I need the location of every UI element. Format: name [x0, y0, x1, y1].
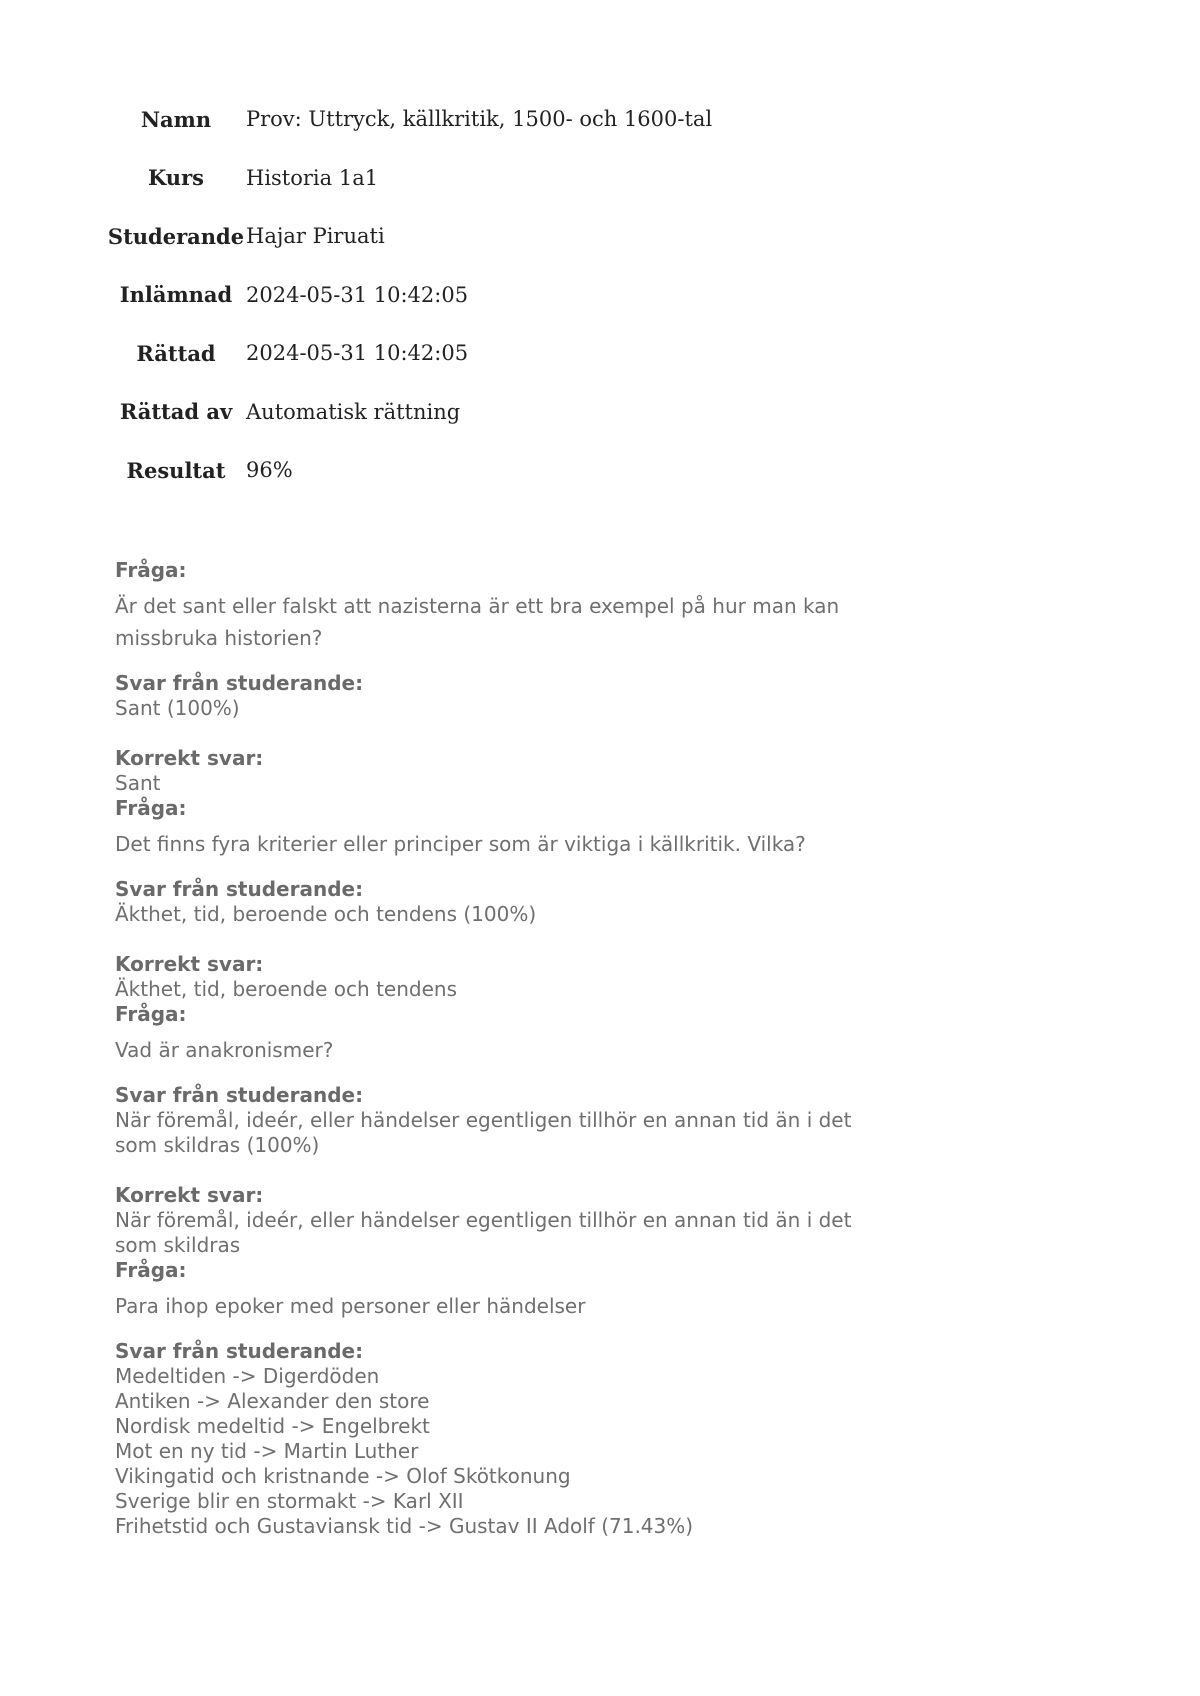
question-block — [115, 1002, 935, 1258]
meta-value: Hajar Piruati — [246, 224, 385, 249]
student-answer — [115, 1364, 935, 1539]
student-answer-label: Svar från studerande: — [115, 671, 364, 695]
question-label: Fråga: — [115, 558, 187, 582]
student-answer-label: Svar från studerande: — [115, 1339, 364, 1363]
meta-value: 96% — [246, 458, 293, 483]
meta-value: 2024-05-31 10:42:05 — [246, 282, 469, 307]
correct-line: När föremål, ideér, eller händelser egentligen tillhör en annan tid än i det — [115, 1208, 852, 1232]
question-block — [115, 796, 935, 1002]
student-answer — [115, 696, 935, 721]
correct-line: Äkthet, tid, beroende och tendens — [115, 977, 457, 1001]
question-text: Vad är anakronismer? — [115, 1038, 334, 1062]
meta-row-graded — [114, 324, 712, 383]
meta-value: 2024-05-31 10:42:05 — [246, 341, 469, 366]
answer-line: Sverige blir en stormakt -> Karl XII — [115, 1489, 464, 1513]
answer-line: Mot en ny tid -> Martin Luther — [115, 1439, 419, 1463]
meta-label: Inlämnad — [119, 282, 233, 308]
answer-line: Vikingatid och kristnande -> Olof Skötkonung — [115, 1464, 571, 1488]
meta-value: Historia 1a1 — [246, 165, 379, 190]
correct-answer-label: Korrekt svar: — [115, 1183, 264, 1207]
correct-answer — [115, 1208, 935, 1258]
correct-answer-label: Korrekt svar: — [115, 952, 264, 976]
student-answer-label: Svar från studerande: — [115, 877, 364, 901]
question-block — [115, 558, 935, 796]
question-block — [115, 1258, 935, 1539]
meta-row-submitted — [114, 266, 712, 325]
student-answer-label: Svar från studerande: — [115, 1083, 364, 1107]
question-list — [115, 558, 935, 1539]
meta-row-graded-by — [114, 383, 712, 442]
answer-line: Sant (100%) — [115, 696, 240, 720]
correct-answer-label: Korrekt svar: — [115, 746, 264, 770]
answer-line: Nordisk medeltid -> Engelbrekt — [115, 1414, 430, 1438]
answer-line: som skildras (100%) — [115, 1133, 320, 1157]
meta-label: Rättad — [136, 340, 216, 366]
meta-label: Rättad av — [119, 399, 233, 425]
question-text: Para ihop epoker med personer eller händelser — [115, 1294, 586, 1318]
correct-line: Sant — [115, 771, 161, 795]
exam-metadata-table — [107, 90, 713, 500]
correct-answer — [115, 771, 935, 796]
answer-line: När föremål, ideér, eller händelser egentligen tillhör en annan tid än i det — [115, 1108, 852, 1132]
meta-row-course — [114, 149, 712, 208]
question-text: Är det sant eller falskt att nazisterna är ett bra exempel på hur man kan missbruka historien? — [115, 594, 840, 650]
meta-label: Kurs — [148, 165, 204, 191]
meta-row-result — [114, 441, 712, 500]
meta-label: Resultat — [126, 457, 226, 483]
question-label: Fråga: — [115, 1258, 187, 1282]
answer-line: Antiken -> Alexander den store — [115, 1389, 430, 1413]
meta-value: Prov: Uttryck, källkritik, 1500- och 1600-tal — [246, 107, 713, 132]
meta-label: Namn — [140, 106, 212, 132]
meta-label: Studerande — [107, 223, 245, 249]
answer-line: Äkthet, tid, beroende och tendens (100%) — [115, 902, 537, 926]
correct-line: som skildras — [115, 1233, 241, 1257]
meta-row-name — [114, 90, 712, 149]
correct-answer — [115, 977, 935, 1002]
question-label: Fråga: — [115, 1002, 187, 1026]
answer-line: Medeltiden -> Digerdöden — [115, 1364, 380, 1388]
student-answer — [115, 902, 935, 927]
question-text: Det finns fyra kriterier eller principer som är viktiga i källkritik. Vilka? — [115, 832, 806, 856]
answer-line: Frihetstid och Gustaviansk tid -> Gustav II Adolf (71.43%) — [115, 1514, 694, 1538]
question-label: Fråga: — [115, 796, 187, 820]
student-answer — [115, 1108, 935, 1158]
meta-row-student — [107, 207, 712, 266]
meta-value: Automatisk rättning — [246, 399, 461, 424]
